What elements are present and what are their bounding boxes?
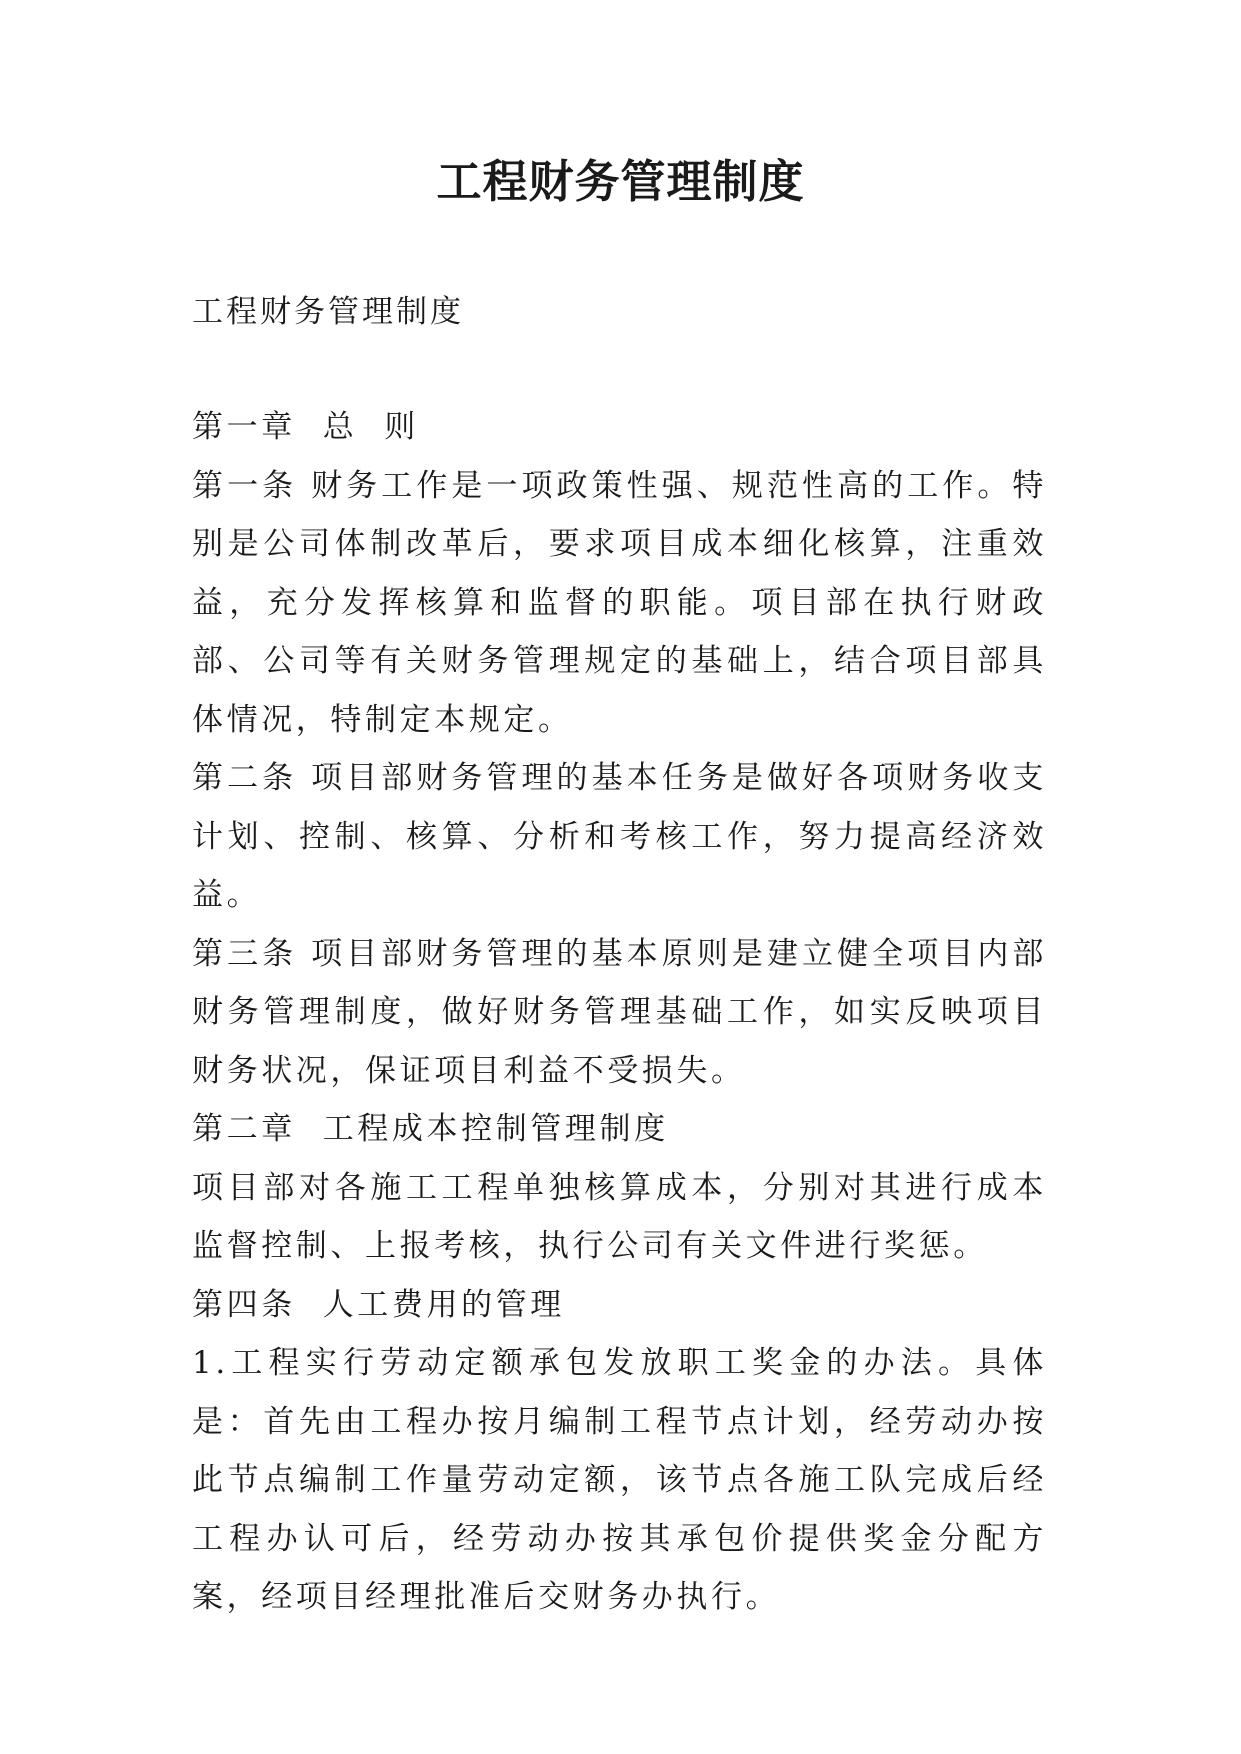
- article-3-paragraph: 第三条 项目部财务管理的基本原则是建立健全项目内部财务管理制度，做好财务管理基础工作，如实反映项目财务状况，保证项目利益不受损失。: [192, 935, 1047, 1089]
- chapter-1-heading: 第一章 总 则: [192, 409, 419, 445]
- article-4-item-1-paragraph: 1.工程实行劳动定额承包发放职工奖金的办法。具体是：首先由工程办按月编制工程节点计划，经劳动办按此节点编制工作量劳动定额，该节点各施工队完成后经工程办认可后，经劳动办按其承包价提供奖金分配方案，经项目经理批准后交财务办执行。: [192, 1345, 1047, 1615]
- document-subtitle: 工程财务管理制度: [192, 294, 464, 330]
- document-title: 工程财务管理制度: [436, 155, 805, 208]
- article-2-paragraph: 第二条 项目部财务管理的基本任务是做好各项财务收支计划、控制、核算、分析和考核工作，努力提高经济效益。: [192, 760, 1047, 913]
- chapter-2-heading: 第二章 工程成本控制管理制度: [192, 1111, 669, 1147]
- article-4-heading: 第四条 人工费用的管理: [192, 1286, 565, 1323]
- article-1-paragraph: 第一条 财务工作是一项政策性强、规范性高的工作。特别是公司体制改革后，要求项目成本细化核算，注重效益，充分发挥核算和监督的职能。项目部在执行财政部、公司等有关财务管理规定的基础上，结合项目部具体情况，特制定本规定。: [192, 467, 1047, 738]
- document-body: [192, 283, 1047, 1627]
- chapter-2-intro-paragraph: 项目部对各施工工程单独核算成本，分别对其进行成本监督控制、上报考核，执行公司有关文件进行奖惩。: [192, 1169, 1047, 1264]
